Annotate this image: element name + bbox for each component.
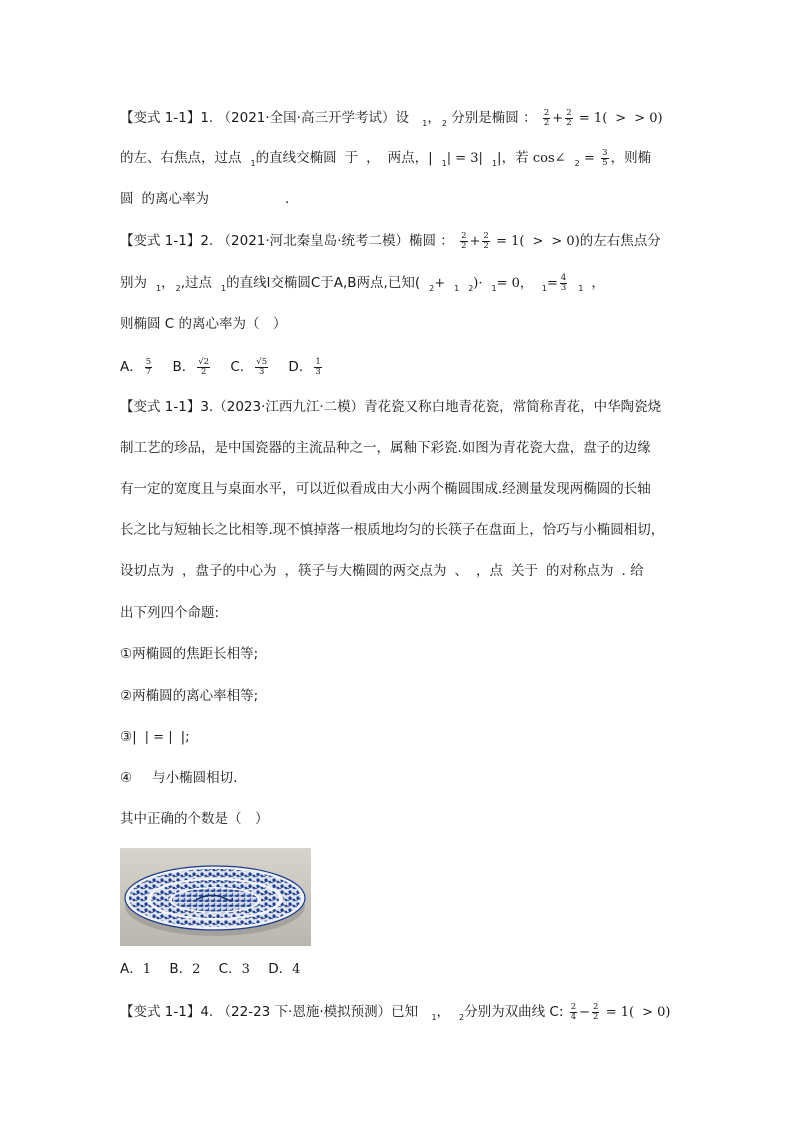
problem-4-tag: 【变式 1-1】4.: [120, 1004, 214, 1020]
option-c[interactable]: C． $\frac{√5}{3}$: [230, 356, 268, 377]
problem-2-line-3: 则椭圆 C 的离心率为（ ）: [120, 316, 287, 332]
proposition-2: ②两椭圆的离心率相等;: [120, 688, 259, 704]
proposition-4: ④ 与小椭圆相切.: [120, 770, 238, 786]
problem-1-tag: 【变式 1-1】1.: [120, 110, 214, 126]
option-b[interactable]: B． $\frac{√2}{2}$: [172, 356, 210, 377]
fraction: $\frac{2}{2}$: [543, 107, 550, 128]
problem-3-line-4: 长之比与短轴长之比相等.现不慎掉落一根质地均匀的长筷子在盘面上，恰巧与小椭圆相切，: [120, 522, 665, 538]
problem-3-options: [120, 959, 680, 980]
fraction: $\frac{2}{2}$: [566, 107, 572, 128]
option-d[interactable]: D． $\frac{1}{3}$: [288, 356, 321, 377]
problem-1-line-3: 圆 的离心率为 .: [120, 191, 290, 207]
problem-3-line-6: 出下列四个命题:: [120, 605, 220, 621]
problem-2-options: [120, 357, 680, 377]
problem-3-line-3: 有一定的宽度且与桌面水平，可以近似看成由大小两个椭圆围成.经测量发现两椭圆的长轴: [120, 481, 651, 497]
fraction: $\frac{4}{3}$: [560, 272, 567, 293]
problem-3-line-5: 设切点为 ，盘子的中心为 ，筷子与大椭圆的两交点为 、 ，点 关于 的对称点为 . 给: [120, 563, 644, 579]
problem-1-line-1: 【变式 1-1】1. （2021·全国·高三开学考试）设 $_1$，$_2$ 分别是椭圆 ： $\frac{2}{2}$ + $\frac{2}{2}$ = 1( > > 0): [120, 107, 663, 128]
fraction: $\frac{2}{2}$: [593, 1001, 599, 1022]
fraction: $\frac{2}{4}$: [570, 1001, 577, 1022]
option-a[interactable]: A．1: [120, 961, 152, 977]
option-b[interactable]: B．2: [169, 961, 201, 977]
center-medallion: [172, 889, 258, 912]
proposition-1: ①两椭圆的焦距长相等;: [120, 646, 259, 662]
porcelain-plate-image: [120, 848, 311, 946]
problem-1-line-2: 的左、右焦点，过点 $_1$的直线交椭圆 于 ， 两点，| $_1$| = 3| $_1$|，若 cos∠ $_2$ = $\frac{3}{5}$ ，则椭: [120, 147, 652, 168]
problem-2-line-1: 【变式 1-1】2. （2021·河北秦皇岛·统考二模）椭圆 ： $\frac{2}{2}$ + $\frac{2}{2}$ = 1( > > 0)的左右焦点分: [120, 230, 661, 251]
problem-2-line-2: 别为 $_1$，$_2$,过点 $_1$的直线l交椭圆C于A,B两点,已知( $_2$+ $_1$ $_2$)· $_1$= 0， $_1$= $\frac{4}{3}$ $_1$ ，: [120, 272, 605, 293]
fraction: $\frac{2}{2}$: [461, 230, 467, 251]
option-a[interactable]: A． $\frac{5}{7}$: [120, 356, 152, 377]
problem-3-line-1: 【变式 1-1】3.（2023·江西九江·二模）青花瓷又称白地青花瓷，常简称青花，中华陶瓷烧: [120, 399, 662, 415]
option-d[interactable]: D．4: [268, 961, 301, 977]
problem-3-question: 其中正确的个数是（ ）: [120, 811, 269, 827]
fraction: $\frac{2}{2}$: [483, 230, 489, 251]
problem-2-tag: 【变式 1-1】2.: [120, 233, 214, 249]
problem-3-line-2: 制工艺的珍品，是中国瓷器的主流品种之一，属釉下彩瓷.如图为青花瓷大盘，盘子的边缘: [120, 440, 651, 456]
fraction: $\frac{3}{5}$: [602, 147, 608, 168]
option-c[interactable]: C．3: [218, 961, 250, 977]
problem-3-tag: 【变式 1-1】3.: [120, 399, 214, 415]
proposition-3: ③| | = | |;: [120, 729, 190, 745]
problem-4-line-1: 【变式 1-1】4. （22-23 下·恩施·模拟预测）已知 $_1$， $_2$分别为双曲线 C: $\frac{2}{4}$ − $\frac{2}{2}$ = 1( > 0): [120, 1001, 671, 1022]
